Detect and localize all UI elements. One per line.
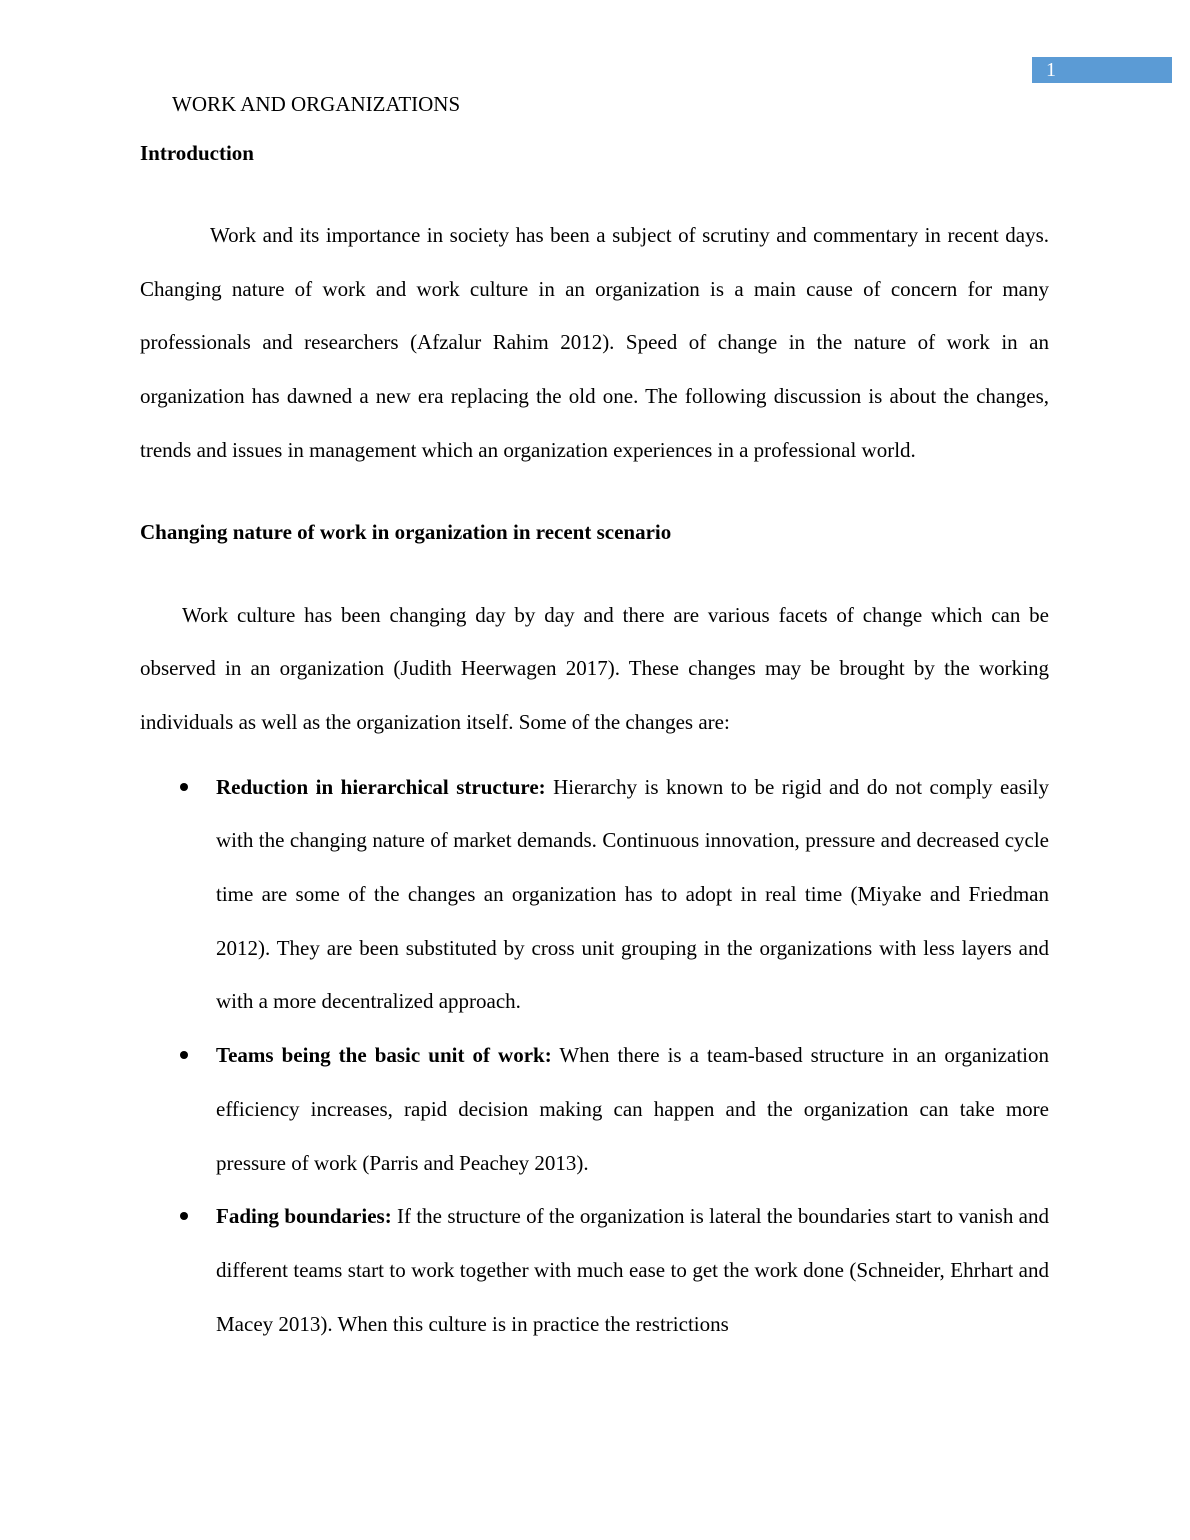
page-number: 1 <box>1032 57 1172 83</box>
list-item <box>140 761 1049 1030</box>
introduction-heading: Introduction <box>140 141 254 165</box>
list-item-term: Teams being the basic unit of work: <box>216 1043 552 1068</box>
list-item-text <box>216 761 1049 1030</box>
bullet-icon <box>180 1212 188 1220</box>
document-body <box>140 138 1049 1351</box>
list-item-text <box>216 1190 1049 1351</box>
introduction-paragraph: Work and its importance in society has been a subject of scrutiny and commentary in recent days. Changing nature of work and work culture in an organization is a main cause of concern for many professionals and researchers (Afzalur Rahim 2012). Speed of change in the nature of work in an organization has dawned a new era replacing the old one. The following discussion is about the changes, trends and issues in management which an organization experiences in a professional world. <box>140 223 1049 462</box>
changes-list <box>140 761 1049 1352</box>
list-item <box>140 1029 1049 1190</box>
bullet-icon <box>180 1051 188 1059</box>
list-item-text <box>216 1029 1049 1190</box>
changing-nature-paragraph: Work culture has been changing day by day and there are various facets of change which can be observed in an organization (Judith Heerwagen 2017). These changes may be brought by the working individuals as well as the organization itself. Some of the changes are: <box>140 602 1049 734</box>
list-item-description: If the structure of the organization is lateral the boundaries start to vanish and different teams start to work together with much ease to get the work done (Schneider, Ehrhart and Macey 2013). When this culture is in practice the restrictions <box>216 1204 1049 1336</box>
list-item-description: Hierarchy is known to be rigid and do not comply easily with the changing nature of market demands. Continuous innovation, pressure and decreased cycle time are some of the changes an organization has to adopt in real time (Miyake and Friedman 2012). They are been substituted by cross unit grouping in the organizations with less layers and with a more decentralized approach. <box>216 774 1049 1014</box>
changing-nature-heading: Changing nature of work in organization in recent scenario <box>140 519 672 544</box>
list-item-description: When there is a team-based structure in an organization efficiency increases, rapid decision making can happen and the organization can take more pressure of work (Parris and Peachey 2013). <box>216 1043 1049 1175</box>
list-item-term: Fading boundaries: <box>216 1204 392 1229</box>
running-head: WORK AND ORGANIZATIONS <box>172 92 461 116</box>
list-item <box>140 1190 1049 1351</box>
bullet-icon <box>180 783 188 791</box>
list-item-term: Reduction in hierarchical structure: <box>216 774 546 799</box>
